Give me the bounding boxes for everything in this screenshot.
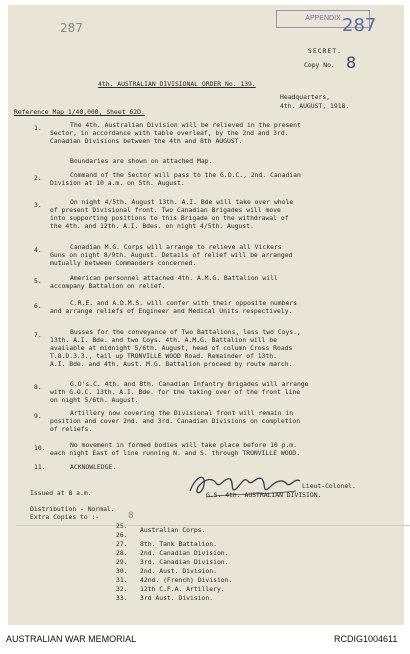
para-line: American personnel attached 4th. A.M.G. Battalion will [70, 274, 278, 282]
para-line: and arrange reliefs of Engineer and Medical Units respectively. [50, 307, 293, 315]
distribution-recipient: 42nd. (French) Division. [140, 576, 233, 584]
footer-institution: AUSTRALIAN WAR MEMORIAL [6, 634, 137, 644]
para-line: 13th. A.I. Bde. and two Coys. 4th. A.M.G. Battalion will be [50, 336, 278, 344]
para-number: 3. [34, 201, 42, 209]
distribution-number: 31. [116, 576, 128, 584]
para-line: Canadian Divisions between the 4th and 8th AUGUST. [50, 137, 243, 145]
para-number: 5. [34, 277, 42, 285]
reference-map: Reference Map 1/40,000, Sheet 62D. [14, 108, 145, 116]
para-line: Guns on night 8/9th. August. Details of relief will be arranged [50, 251, 293, 259]
para-line: with G.O.C. 13th. A.I. Bde. for the taking over of the front line [50, 388, 301, 396]
para-line: of reliefs. [50, 425, 93, 433]
para-line: The 4th. Australian Division will be relieved in the present [70, 121, 301, 129]
issued-time: Issued at 8 a.m. [30, 489, 92, 497]
para-line: A.I. Bde. and 4th. Aust. M.G. Battalion proceed by route march. [50, 360, 293, 368]
distribution-recipient: Australian Corps. [140, 526, 206, 534]
para-line: accompany Battalion on relief. [50, 282, 166, 290]
distribution-number: 27. [116, 540, 128, 548]
para-line: position and cover 2nd. and 3rd. Canadian Divisions on completion [50, 417, 301, 425]
secret-marking: SECRET. [308, 47, 342, 55]
distribution-number: 25. [116, 522, 128, 530]
fold-line [16, 525, 410, 526]
para-line: C.R.E. and A.D.M.S. will confer with their opposite numbers [70, 299, 298, 307]
document-page [8, 5, 404, 625]
distribution-extra: Extra Copies to :- [30, 513, 100, 521]
distribution-number: 26. [116, 531, 128, 539]
para-line: ACKNOWLEDGE. [70, 463, 117, 471]
para-number: 11. [34, 463, 46, 471]
distribution-number: 29. [116, 558, 128, 566]
para-line: No movement in formed bodies will take place before 10 p.m. [70, 441, 298, 449]
para-number: 7. [34, 331, 42, 339]
para-line: Busses for the conveyance of Two Battalions, less two Coys., [70, 328, 301, 336]
signature-title: G.S. 4th. AUSTRALIAN DIVISION. [206, 491, 322, 499]
para-line: the 4th. and 12th. A.I. Bdes. on night 4/5th. August. [50, 222, 254, 230]
para-line: Boundaries are shown on attached Map. [70, 157, 213, 165]
para-number: 8. [34, 383, 42, 391]
appendix-stamp: APPENDIX [276, 10, 370, 28]
para-number: 9. [34, 412, 42, 420]
copy-no-value: 8 [346, 53, 357, 72]
para-number: 6. [34, 302, 42, 310]
para-number: 1. [34, 124, 42, 132]
distribution-number: 32. [116, 585, 128, 593]
pencil-folio-number: 287 [342, 15, 377, 36]
para-line: On night 4/5th. August 13th. A.I. Bde will take over whole [70, 198, 294, 206]
distribution-number: 28. [116, 549, 128, 557]
para-number: 10. [34, 444, 46, 452]
para-line: Command of the Sector will pass to the G.O.C., 2nd. Canadian [70, 171, 301, 179]
para-line: each night East of line running N. and S. through TRONVILLE WOOD. [50, 449, 301, 457]
distribution-recipient: 12th C.F.A. Artillery. [140, 585, 225, 593]
signature-rank: Lieut-Colonel. [302, 482, 356, 490]
para-line: T.8.D.3.3., tail up TRONVILLE WOOD Road. Remainder of 13th. [50, 352, 278, 360]
distribution-recipient: 8th. Tank Battalion. [140, 540, 217, 548]
para-line: G.O's.C. 4th. and 8th. Canadian Infantry Brigades will arrange [70, 380, 309, 388]
order-title: 4th. AUSTRALIAN DIVISIONAL ORDER No. 139. [98, 80, 256, 88]
footer-record-id: RCDIG1004611 [334, 634, 398, 644]
distribution-heading: Distribution - Normal. [30, 505, 115, 513]
distribution-pencil-note: 8 [128, 511, 134, 521]
para-line: mutually between Commanders concerned. [50, 259, 197, 267]
para-line: Canadian M.G. Corps will arrange to relieve all Vickers [70, 243, 282, 251]
distribution-number: 30. [116, 567, 128, 575]
para-number: 2. [34, 174, 42, 182]
order-date: 4th. AUGUST, 1918. [280, 102, 350, 110]
distribution-recipient: 2nd. Aust. Division. [140, 567, 217, 575]
para-line: Sector, in accordance with table overleaf, by the 2nd and 3rd. [50, 129, 289, 137]
para-line: into supporting positions to this Brigade on the withdrawal of [50, 214, 289, 222]
para-line: of present Divisional front. Two Canadian Brigades will move [50, 206, 281, 214]
pencil-page-number: 287 [60, 21, 83, 35]
para-line: Division at 10 a.m. on 5th. August. [50, 179, 185, 187]
copy-no-label: Copy No. [304, 61, 335, 69]
distribution-recipient: 3rd Aust. Division. [140, 594, 214, 602]
headquarters-label: Headquarters, [280, 93, 331, 101]
para-line: on night 5/6th. August. [50, 396, 139, 404]
para-line: available at midnight 5/6th. August, head of column Cross Roads [50, 344, 293, 352]
para-number: 4. [34, 246, 42, 254]
distribution-number: 33. [116, 594, 128, 602]
distribution-recipient: 2nd. Canadian Division. [140, 549, 229, 557]
para-line: Artillery now covering the Divisional front will remain in [70, 409, 294, 417]
distribution-recipient: 3rd. Canadian Division. [140, 558, 229, 566]
